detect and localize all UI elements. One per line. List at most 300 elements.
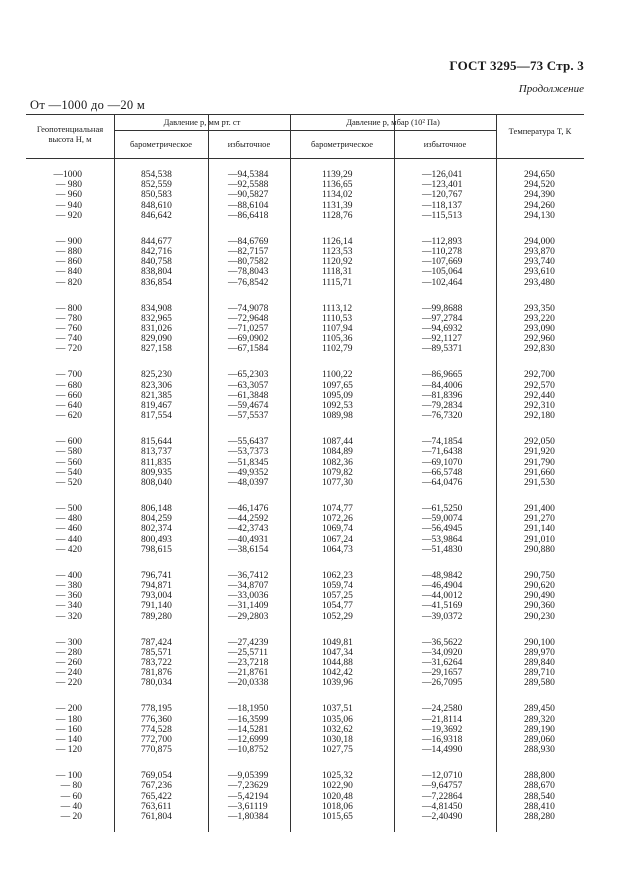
pressure-mbar-barometric-cell: 1120,92	[322, 257, 353, 268]
altitude-cell: — 880	[55, 246, 82, 257]
pressure-mbar-barometric-cell: 1102,79	[322, 344, 353, 355]
pressure-mm-barometric-cell: 821,385	[141, 390, 172, 401]
pressure-mbar-barometric-cell: 1134,02	[322, 190, 353, 201]
pressure-mbar-barometric-cell: 1115,71	[322, 277, 353, 288]
pressure-mm-excess-cell: —29,2803	[228, 611, 269, 622]
pressure-mbar-excess-cell: —12,0710	[422, 771, 463, 782]
pressure-mm-excess-cell: —57,5537	[228, 411, 269, 422]
table-row	[26, 601, 584, 611]
altitude-cell: — 80	[60, 781, 82, 792]
pressure-mm-barometric-cell: 793,004	[141, 591, 172, 602]
pressure-mbar-excess-cell: —74,1854	[422, 437, 463, 448]
pressure-mbar-excess-cell: —19,3692	[422, 724, 463, 735]
pressure-mm-excess-cell: —53,7373	[228, 447, 269, 458]
temperature-cell: 292,310	[524, 400, 555, 411]
pressure-mbar-excess-cell: —21,8114	[422, 714, 463, 725]
altitude-cell: — 60	[60, 791, 82, 802]
pressure-mm-excess-cell: —12,6999	[228, 734, 269, 745]
altitude-cell: — 180	[55, 714, 82, 725]
table-row	[26, 812, 584, 822]
pressure-mbar-excess-cell: —71,6438	[422, 447, 463, 458]
table-row	[26, 437, 584, 447]
temperature-cell: 294,390	[524, 190, 555, 201]
altitude-cell: — 460	[55, 524, 82, 535]
pressure-mbar-barometric-cell: 1032,62	[322, 724, 353, 735]
pressure-mm-barometric-cell: 794,871	[141, 580, 172, 591]
pressure-mm-excess-cell: —38,6154	[228, 544, 269, 555]
pressure-mbar-barometric-cell: 1128,76	[322, 210, 353, 221]
pressure-mm-barometric-cell: 802,374	[141, 524, 172, 535]
pressure-mbar-excess-cell: —92,1127	[422, 334, 463, 345]
pressure-mbar-barometric-cell: 1074,77	[322, 503, 353, 514]
header-mbar-excess: избыточное	[423, 139, 467, 149]
pressure-mm-barometric-cell: 769,054	[141, 771, 172, 782]
row-group	[26, 370, 584, 437]
pressure-mbar-excess-cell: —48,9842	[422, 570, 463, 581]
table-row	[26, 201, 584, 211]
altitude-cell: — 400	[55, 570, 82, 581]
temperature-cell: 293,480	[524, 277, 555, 288]
altitude-cell: — 600	[55, 437, 82, 448]
pressure-mm-barometric-cell: 823,306	[141, 380, 172, 391]
pressure-mbar-excess-cell: —7,22864	[422, 791, 463, 802]
altitude-cell: — 100	[55, 771, 82, 782]
pressure-mbar-barometric-cell: 1072,26	[322, 514, 353, 525]
pressure-mbar-excess-cell: —99,8688	[422, 303, 463, 314]
pressure-mm-barometric-cell: 791,140	[141, 601, 172, 612]
pressure-mm-excess-cell: —33,0036	[228, 591, 269, 602]
pressure-mm-excess-cell: —55,6437	[228, 437, 269, 448]
temperature-cell: 291,920	[524, 447, 555, 458]
temperature-cell: 294,520	[524, 180, 555, 191]
table-row	[26, 324, 584, 334]
pressure-mbar-barometric-cell: 1027,75	[322, 745, 353, 756]
altitude-cell: — 860	[55, 257, 82, 268]
altitude-cell: — 940	[55, 200, 82, 211]
row-group	[26, 437, 584, 504]
table-row	[26, 391, 584, 401]
table-row	[26, 802, 584, 812]
pressure-mbar-barometric-cell: 1089,98	[322, 411, 353, 422]
row-group	[26, 571, 584, 638]
pressure-mm-excess-cell: —59,4674	[228, 400, 269, 411]
table-row	[26, 190, 584, 200]
pressure-mm-barometric-cell: 808,040	[141, 477, 172, 488]
altitude-cell: — 240	[55, 668, 82, 679]
pressure-mbar-excess-cell: —105,064	[422, 267, 463, 278]
altitude-cell: — 920	[55, 210, 82, 221]
pressure-mm-excess-cell: —34,8707	[228, 580, 269, 591]
table-row	[26, 478, 584, 488]
pressure-mm-barometric-cell: 817,554	[141, 411, 172, 422]
pressure-mbar-barometric-cell: 1095,09	[322, 390, 353, 401]
header-sub-rule	[114, 130, 496, 131]
header-mm-barometric: барометрическое	[129, 139, 193, 149]
pressure-mbar-excess-cell: —14,4990	[422, 745, 463, 756]
table-row	[26, 381, 584, 391]
pressure-mm-barometric-cell: 789,280	[141, 611, 172, 622]
pressure-mm-barometric-cell: 770,875	[141, 745, 172, 756]
table-row	[26, 524, 584, 534]
pressure-mbar-barometric-cell: 1136,65	[322, 180, 353, 191]
row-group	[26, 704, 584, 771]
altitude-cell: — 960	[55, 190, 82, 201]
table-row	[26, 745, 584, 755]
temperature-cell: 294,260	[524, 200, 555, 211]
temperature-cell: 293,350	[524, 303, 555, 314]
pressure-mbar-barometric-cell: 1042,42	[322, 668, 353, 679]
temperature-cell: 289,710	[524, 668, 555, 679]
pressure-mbar-barometric-cell: 1035,06	[322, 714, 353, 725]
pressure-mm-barometric-cell: 804,259	[141, 514, 172, 525]
pressure-mbar-excess-cell: —56,4945	[422, 524, 463, 535]
header-altitude: Геопотенциальная высота H, м	[36, 124, 104, 144]
table-top-rule	[26, 114, 584, 115]
temperature-cell: 290,100	[524, 637, 555, 648]
altitude-cell: — 280	[55, 647, 82, 658]
temperature-cell: 289,060	[524, 734, 555, 745]
table-row	[26, 504, 584, 514]
pressure-mbar-excess-cell: —107,669	[422, 257, 463, 268]
pressure-mm-excess-cell: —71,0257	[228, 323, 269, 334]
pressure-mm-barometric-cell: 767,236	[141, 781, 172, 792]
pressure-mm-excess-cell: —49,9352	[228, 467, 269, 478]
pressure-mm-barometric-cell: 798,615	[141, 544, 172, 555]
altitude-cell: — 480	[55, 514, 82, 525]
pressure-mbar-barometric-cell: 1105,36	[322, 334, 353, 345]
pressure-mbar-excess-cell: —46,4904	[422, 580, 463, 591]
temperature-cell: 291,400	[524, 503, 555, 514]
altitude-cell: — 580	[55, 447, 82, 458]
temperature-cell: 291,530	[524, 477, 555, 488]
pressure-mbar-excess-cell: —39,0372	[422, 611, 463, 622]
pressure-mm-excess-cell: —46,1476	[228, 503, 269, 514]
table-row	[26, 411, 584, 421]
pressure-mm-barometric-cell: 796,741	[141, 570, 172, 581]
temperature-cell: 290,230	[524, 611, 555, 622]
temperature-cell: 289,840	[524, 657, 555, 668]
temperature-cell: 294,650	[524, 170, 555, 180]
pressure-mbar-excess-cell: —120,767	[422, 190, 463, 201]
pressure-mbar-barometric-cell: 1044,88	[322, 657, 353, 668]
altitude-cell: —1000	[53, 170, 82, 180]
pressure-mbar-excess-cell: —69,1070	[422, 457, 463, 468]
pressure-mm-barometric-cell: 850,583	[141, 190, 172, 201]
temperature-cell: 289,970	[524, 647, 555, 658]
pressure-mm-excess-cell: —42,3743	[228, 524, 269, 535]
pressure-mm-excess-cell: —72,9648	[228, 313, 269, 324]
pressure-mbar-barometric-cell: 1064,73	[322, 544, 353, 555]
pressure-mm-barometric-cell: 819,467	[141, 400, 172, 411]
pressure-mm-excess-cell: —10,8752	[228, 745, 269, 756]
altitude-cell: — 520	[55, 477, 82, 488]
pressure-mbar-excess-cell: —86,9665	[422, 370, 463, 381]
pressure-mbar-excess-cell: —51,4830	[422, 544, 463, 555]
temperature-cell: 288,280	[524, 811, 555, 822]
altitude-cell: — 320	[55, 611, 82, 622]
altitude-cell: — 560	[55, 457, 82, 468]
pressure-mm-barometric-cell: 780,034	[141, 678, 172, 689]
pressure-mm-excess-cell: —61,3848	[228, 390, 269, 401]
pressure-mbar-barometric-cell: 1020,48	[322, 791, 353, 802]
pressure-mbar-barometric-cell: 1079,82	[322, 467, 353, 478]
pressure-mbar-excess-cell: —126,041	[422, 170, 463, 180]
altitude-cell: — 20	[60, 811, 82, 822]
altitude-cell: — 640	[55, 400, 82, 411]
row-group	[26, 237, 584, 304]
pressure-mm-excess-cell: —84,6769	[228, 236, 269, 247]
pressure-mbar-barometric-cell: 1059,74	[322, 580, 353, 591]
pressure-mbar-barometric-cell: 1018,06	[322, 801, 353, 812]
pressure-mm-barometric-cell: 846,642	[141, 210, 172, 221]
table-body	[26, 170, 584, 838]
pressure-mm-barometric-cell: 772,700	[141, 734, 172, 745]
temperature-cell: 291,790	[524, 457, 555, 468]
temperature-cell: 294,130	[524, 210, 555, 221]
pressure-mm-barometric-cell: 836,854	[141, 277, 172, 288]
altitude-cell: — 260	[55, 657, 82, 668]
altitude-cell: — 420	[55, 544, 82, 555]
table-row	[26, 344, 584, 354]
temperature-cell: 289,580	[524, 678, 555, 689]
table-row	[26, 648, 584, 658]
pressure-mbar-barometric-cell: 1126,14	[322, 236, 353, 247]
table-row	[26, 535, 584, 545]
pressure-mbar-barometric-cell: 1047,34	[322, 647, 353, 658]
altitude-cell: — 760	[55, 323, 82, 334]
table-row	[26, 725, 584, 735]
header-mm-excess: избыточное	[227, 139, 271, 149]
pressure-mm-excess-cell: —86,6418	[228, 210, 269, 221]
row-group	[26, 304, 584, 371]
pressure-mbar-barometric-cell: 1037,51	[322, 704, 353, 715]
table-row	[26, 267, 584, 277]
pressure-mbar-excess-cell: —61,5250	[422, 503, 463, 514]
altitude-cell: — 840	[55, 267, 82, 278]
pressure-mm-excess-cell: —23,7218	[228, 657, 269, 668]
pressure-mbar-excess-cell: —4,81450	[422, 801, 463, 812]
table-row	[26, 247, 584, 257]
table-row	[26, 314, 584, 324]
pressure-mm-excess-cell: —40,4931	[228, 534, 269, 545]
pressure-mm-barometric-cell: 844,677	[141, 236, 172, 247]
pressure-mbar-barometric-cell: 1139,29	[322, 170, 353, 180]
altitude-cell: — 140	[55, 734, 82, 745]
row-group	[26, 170, 584, 237]
pressure-mbar-excess-cell: —115,513	[422, 210, 463, 221]
pressure-mbar-excess-cell: —84,4006	[422, 380, 463, 391]
pressure-mm-barometric-cell: 825,230	[141, 370, 172, 381]
pressure-mm-barometric-cell: 854,538	[141, 170, 172, 180]
pressure-mm-excess-cell: —9,05399	[228, 771, 269, 782]
temperature-cell: 293,740	[524, 257, 555, 268]
table-row	[26, 180, 584, 190]
pressure-mm-excess-cell: —27,4239	[228, 637, 269, 648]
pressure-mbar-excess-cell: —44,0012	[422, 591, 463, 602]
temperature-cell: 289,320	[524, 714, 555, 725]
table-row	[26, 715, 584, 725]
pressure-mm-excess-cell: —48,0397	[228, 477, 269, 488]
pressure-mbar-excess-cell: —16,9318	[422, 734, 463, 745]
header-bottom-rule	[26, 158, 584, 159]
pressure-mbar-barometric-cell: 1092,53	[322, 400, 353, 411]
temperature-cell: 290,490	[524, 591, 555, 602]
pressure-mm-excess-cell: —67,1584	[228, 344, 269, 355]
pressure-mm-excess-cell: —82,7157	[228, 246, 269, 257]
pressure-mm-barometric-cell: 834,908	[141, 303, 172, 314]
altitude-cell: — 620	[55, 411, 82, 422]
temperature-cell: 289,190	[524, 724, 555, 735]
pressure-mm-excess-cell: —21,8761	[228, 668, 269, 679]
pressure-mm-barometric-cell: 829,090	[141, 334, 172, 345]
table-row	[26, 257, 584, 267]
pressure-mbar-barometric-cell: 1110,53	[322, 313, 353, 324]
pressure-mbar-excess-cell: —26,7095	[422, 678, 463, 689]
pressure-mbar-barometric-cell: 1084,89	[322, 447, 353, 458]
pressure-mm-excess-cell: —14,5281	[228, 724, 269, 735]
pressure-mm-barometric-cell: 827,158	[141, 344, 172, 355]
temperature-cell: 289,450	[524, 704, 555, 715]
table-row	[26, 278, 584, 288]
pressure-mbar-excess-cell: —97,2784	[422, 313, 463, 324]
pressure-mbar-excess-cell: —89,5371	[422, 344, 463, 355]
table-row	[26, 771, 584, 781]
pressure-mbar-excess-cell: —123,401	[422, 180, 463, 191]
pressure-mm-barometric-cell: 787,424	[141, 637, 172, 648]
pressure-mbar-barometric-cell: 1097,65	[322, 380, 353, 391]
pressure-mbar-excess-cell: —31,6264	[422, 657, 463, 668]
altitude-cell: — 980	[55, 180, 82, 191]
pressure-mbar-excess-cell: —34,0920	[422, 647, 463, 658]
pressure-mbar-excess-cell: —102,464	[422, 277, 463, 288]
pressure-mbar-excess-cell: —81,8396	[422, 390, 463, 401]
altitude-cell: — 200	[55, 704, 82, 715]
pressure-mbar-excess-cell: —29,1657	[422, 668, 463, 679]
altitude-cell: — 120	[55, 745, 82, 756]
pressure-mm-barometric-cell: 774,528	[141, 724, 172, 735]
table-row	[26, 211, 584, 221]
table-row	[26, 704, 584, 714]
temperature-cell: 290,880	[524, 544, 555, 555]
pressure-mm-barometric-cell: 783,722	[141, 657, 172, 668]
row-group	[26, 504, 584, 571]
pressure-mbar-excess-cell: —24,2580	[422, 704, 463, 715]
altitude-cell: — 440	[55, 534, 82, 545]
pressure-mm-excess-cell: —92,5588	[228, 180, 269, 191]
header-pressure-mm: Давление p, мм рт. ст	[163, 117, 241, 127]
altitude-cell: — 40	[60, 801, 82, 812]
pressure-mbar-excess-cell: —64,0476	[422, 477, 463, 488]
altitude-cell: — 700	[55, 370, 82, 381]
pressure-mm-excess-cell: —36,7412	[228, 570, 269, 581]
table-row	[26, 781, 584, 791]
pressure-mbar-excess-cell: —66,5748	[422, 467, 463, 478]
altitude-cell: — 360	[55, 591, 82, 602]
continuation-note: Продолжение	[518, 83, 584, 95]
table-row	[26, 468, 584, 478]
pressure-mbar-excess-cell: —59,0074	[422, 514, 463, 525]
temperature-cell: 291,660	[524, 467, 555, 478]
pressure-mm-excess-cell: —74,9078	[228, 303, 269, 314]
row-group	[26, 638, 584, 705]
header-temperature: Температура T, К	[508, 126, 572, 136]
pressure-mbar-barometric-cell: 1022,90	[322, 781, 353, 792]
temperature-cell: 288,800	[524, 771, 555, 782]
pressure-mm-excess-cell: —16,3599	[228, 714, 269, 725]
pressure-mm-barometric-cell: 763,611	[141, 801, 172, 812]
pressure-mbar-excess-cell: —79,2834	[422, 400, 463, 411]
altitude-cell: — 220	[55, 678, 82, 689]
pressure-mbar-barometric-cell: 1030,18	[322, 734, 353, 745]
pressure-mm-barometric-cell: 811,835	[141, 457, 172, 468]
temperature-cell: 292,570	[524, 380, 555, 391]
pressure-mbar-barometric-cell: 1113,12	[322, 303, 353, 314]
pressure-mm-barometric-cell: 761,804	[141, 811, 172, 822]
pressure-mm-excess-cell: —1,80384	[228, 811, 269, 822]
pressure-mm-excess-cell: —78,8043	[228, 267, 269, 278]
temperature-cell: 290,620	[524, 580, 555, 591]
pressure-mm-barometric-cell: 838,804	[141, 267, 172, 278]
table-row	[26, 458, 584, 468]
altitude-cell: — 780	[55, 313, 82, 324]
pressure-mm-barometric-cell: 813,737	[141, 447, 172, 458]
pressure-mm-barometric-cell: 806,148	[141, 503, 172, 514]
temperature-cell: 292,830	[524, 344, 555, 355]
table-row	[26, 735, 584, 745]
table-row	[26, 237, 584, 247]
pressure-mbar-barometric-cell: 1039,96	[322, 678, 353, 689]
temperature-cell: 291,140	[524, 524, 555, 535]
pressure-mbar-excess-cell: —41,5169	[422, 601, 463, 612]
table-row	[26, 591, 584, 601]
pressure-mbar-barometric-cell: 1131,39	[322, 200, 353, 211]
pressure-mm-barometric-cell: 781,876	[141, 668, 172, 679]
table-row	[26, 638, 584, 648]
pressure-mbar-excess-cell: —2,40490	[422, 811, 463, 822]
pressure-mm-excess-cell: —31,1409	[228, 601, 269, 612]
temperature-cell: 292,960	[524, 334, 555, 345]
pressure-mbar-excess-cell: —110,278	[422, 246, 463, 257]
table-row	[26, 334, 584, 344]
temperature-cell: 292,440	[524, 390, 555, 401]
pressure-mbar-barometric-cell: 1077,30	[322, 477, 353, 488]
temperature-cell: 288,410	[524, 801, 555, 812]
altitude-range: От —1000 до —20 м	[30, 98, 146, 112]
table-row	[26, 304, 584, 314]
pressure-mm-excess-cell: —3,61119	[228, 801, 268, 812]
altitude-cell: — 740	[55, 334, 82, 345]
standard-number: ГОСТ 3295—73 Стр. 3	[449, 58, 584, 73]
pressure-mm-excess-cell: —69,0902	[228, 334, 269, 345]
pressure-mm-barometric-cell: 809,935	[141, 467, 172, 478]
table-row	[26, 678, 584, 688]
table-row	[26, 401, 584, 411]
table-row	[26, 658, 584, 668]
altitude-cell: — 540	[55, 467, 82, 478]
altitude-cell: — 800	[55, 303, 82, 314]
pressure-mbar-barometric-cell: 1052,29	[322, 611, 353, 622]
altitude-cell: — 680	[55, 380, 82, 391]
pressure-mbar-excess-cell: —112,893	[422, 236, 463, 247]
pressure-mm-excess-cell: —20,0338	[228, 678, 269, 689]
pressure-mm-barometric-cell: 778,195	[141, 704, 172, 715]
altitude-cell: — 380	[55, 580, 82, 591]
altitude-cell: — 160	[55, 724, 82, 735]
pressure-mm-barometric-cell: 765,422	[141, 791, 172, 802]
pressure-mbar-barometric-cell: 1057,25	[322, 591, 353, 602]
pressure-mbar-barometric-cell: 1107,94	[322, 323, 353, 334]
pressure-mbar-excess-cell: —118,137	[422, 200, 463, 211]
